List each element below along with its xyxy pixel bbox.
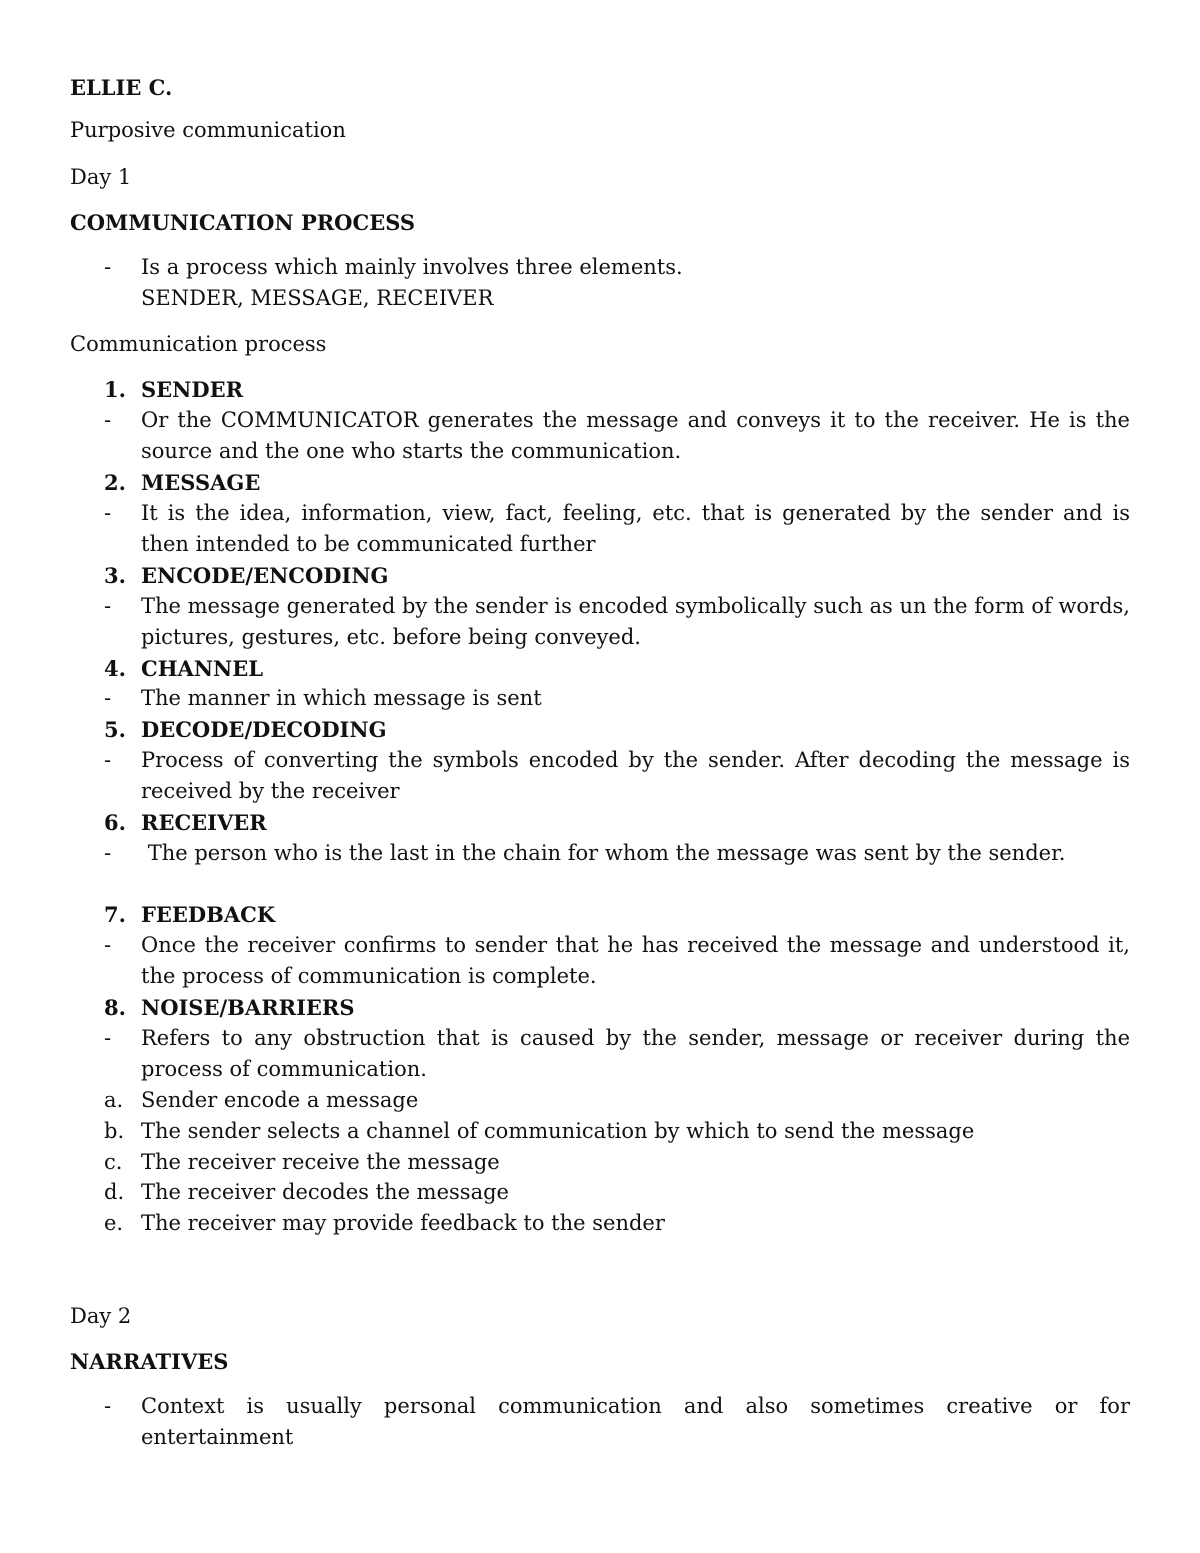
element-number: 1. — [104, 377, 126, 402]
course-title: Purposive communication — [70, 118, 346, 142]
day2-title: NARRATIVES — [70, 1349, 229, 1374]
element-label-receiver: RECEIVER — [141, 810, 267, 835]
element-desc-message: It is the idea, information, view, fact, feeling, etc. that is generated by the sender and is then intended to be communicated further — [141, 501, 1130, 556]
bullet-dash: - — [104, 594, 112, 618]
bullet-dash: - — [104, 748, 112, 772]
bullet-dash: - — [104, 1026, 112, 1050]
step-text: The receiver may provide feedback to the sender — [141, 1211, 665, 1235]
author-name: ELLIE C. — [70, 75, 173, 100]
step-letter: c. — [104, 1150, 123, 1174]
step-text: The receiver receive the message — [141, 1150, 500, 1174]
intro-bullet-text: Is a process which mainly involves three elements. — [141, 255, 683, 279]
element-label-feedback: FEEDBACK — [141, 902, 276, 927]
day2-label: Day 2 — [70, 1304, 132, 1328]
element-number: 2. — [104, 470, 126, 495]
bullet-dash: - — [104, 841, 112, 865]
element-number: 8. — [104, 995, 126, 1020]
element-number: 4. — [104, 656, 126, 681]
element-label-message: MESSAGE — [141, 470, 261, 495]
element-label-channel: CHANNEL — [141, 656, 264, 681]
step-letter: e. — [104, 1211, 124, 1235]
element-number: 7. — [104, 902, 126, 927]
step-text: The sender selects a channel of communication by which to send the message — [141, 1119, 975, 1143]
element-label-sender: SENDER — [141, 377, 244, 402]
section-title: COMMUNICATION PROCESS — [70, 210, 416, 235]
element-label-noise: NOISE/BARRIERS — [141, 995, 355, 1020]
element-desc-encode: The message generated by the sender is encoded symbolically such as un the form of words, pictures, gestures, etc. before being conveyed. — [141, 594, 1130, 649]
element-desc-decode: Process of converting the symbols encoded by the sender. After decoding the message is received by the receiver — [141, 748, 1130, 803]
element-number: 6. — [104, 810, 126, 835]
bullet-dash: - — [104, 1394, 112, 1418]
bullet-dash: - — [104, 686, 112, 710]
step-letter: d. — [104, 1180, 125, 1204]
element-desc-sender: Or the COMMUNICATOR generates the message and conveys it to the receiver. He is the source and the one who starts the communication. — [141, 408, 1130, 463]
subheading: Communication process — [70, 332, 327, 356]
step-letter: b. — [104, 1119, 125, 1143]
step-letter: a. — [104, 1088, 124, 1112]
step-text: The receiver decodes the message — [141, 1180, 509, 1204]
bullet-dash: - — [104, 933, 112, 957]
day1-label: Day 1 — [70, 165, 132, 189]
bullet-dash: - — [104, 255, 112, 279]
day2-bullet-text: Context is usually personal communication and also sometimes creative or for entertainment — [141, 1394, 1130, 1449]
intro-bullet-elements: SENDER, MESSAGE, RECEIVER — [141, 286, 494, 310]
element-number: 5. — [104, 717, 126, 742]
element-desc-noise: Refers to any obstruction that is caused by the sender, message or receiver during the process of communication. — [141, 1026, 1130, 1081]
bullet-dash: - — [104, 408, 112, 432]
element-label-encode: ENCODE/ENCODING — [141, 563, 389, 588]
element-number: 3. — [104, 563, 126, 588]
bullet-dash: - — [104, 501, 112, 525]
element-desc-channel: The manner in which message is sent — [141, 686, 542, 710]
element-label-decode: DECODE/DECODING — [141, 717, 387, 742]
element-desc-feedback: Once the receiver confirms to sender that he has received the message and understood it, the process of communication is complete. — [141, 933, 1130, 988]
step-text: Sender encode a message — [141, 1088, 419, 1112]
element-desc-receiver: The person who is the last in the chain for whom the message was sent by the sender. — [141, 841, 1066, 865]
